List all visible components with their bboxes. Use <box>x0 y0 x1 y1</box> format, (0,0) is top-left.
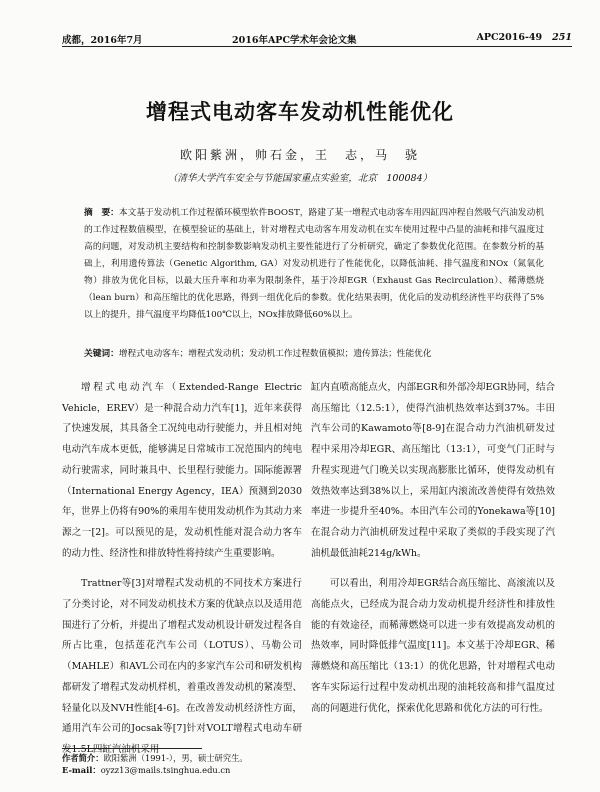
footnote <box>62 752 248 776</box>
page-number: 251 <box>552 32 572 43</box>
abstract <box>84 205 544 324</box>
header-paper-code <box>476 32 572 43</box>
author-bio <box>62 752 248 764</box>
email-address: oyzz13@mails.tsinghua.edu.cn <box>100 765 231 775</box>
paragraph: Trattner等[3]对增程式发动机的不同技术方案进行了分类讨论，对不同发动机技术方案的优缺点以及适用范围进行了分析，并提出了增程式发动机设计研发过程各自所占比重，包括莲花汽车公司（LOTUS）、马勒公司（MAHLE）和AVL公司在内的多家汽车公司和研发机构都研发了增程式发动机样机，着重改善发动机的紧凑型、轻量化以及NVH性能[4-6]。在改善发动机经济性方面，通用汽车公司的Jocsak等[7]针对VOLT增程式电动车研发1.5L四缸汽油机采用 <box>62 578 302 755</box>
author-bio-text: 欧阳紫洲（1991-），男，硕士研究生。 <box>103 753 248 763</box>
paragraph: 可以看出，利用冷却EGR结合高压缩比、高滚流以及高能点火，已经成为混合动力发动机提升经济性和排放性能的有效途径，而稀薄燃烧可以进一步有效提高发动机的热效率，同时降低排气温度[11]。本文基于冷却EGR、稀薄燃烧和高压缩比（13:1）的优化思路，针对增程式电动客车实际运行过程中发动机出现的油耗较高和排气温度过高的问题进行优化，探索优化思路和优化方法的可行性。 <box>311 578 555 714</box>
header-location-date: 成都，2016年7月 <box>62 35 143 46</box>
keywords-label: 关键词： <box>84 349 119 359</box>
paper-title: 增程式电动客车发动机性能优化 <box>146 100 454 124</box>
body-column-right <box>311 378 555 719</box>
running-header <box>62 30 572 47</box>
footnote-divider <box>62 748 202 749</box>
abstract-label: 摘 要： <box>84 208 119 218</box>
author-list: 欧阳紫洲，帅石金，王 志，马 骁 <box>179 148 420 162</box>
keywords <box>84 347 544 362</box>
author-email <box>62 764 248 776</box>
affiliation: （清华大学汽车安全与节能国家重点实验室，北京 100084） <box>167 173 433 184</box>
abstract-text: 本文基于发动机工作过程循环模型软件BOOST，路建了某一增程式电动客车用四缸四冲程自然吸气汽油发动机的工作过程数值模型，在模型验证的基础上，针对增程式电动客车用发动机在实车使用过程中凸显的油耗和排气温度过高的问题，对发动机主要结构和控制参数影响发动机主要性能进行了分析研究，确定了参数优化范围。在参数分析的基础上，利用遗传算法（Genetic Algorithm, GA）对发动机进行了性能优化，以降低油耗、排气温度和NOx（氮氧化物）排放为优化目标，以最大压升率和功率为限制条件，基于冷却EGR（Exhaust Gas Recirculation）、稀薄燃烧（lean burn）和高压缩比的优化思路，得到一组优化后的参数。优化结果表明，优化后的发动机经济性平均获得了5%以上的提升，排气温度平均降低100℃以上，NOx排放降低60%以上。 <box>84 208 545 320</box>
email-label: E-mail： <box>62 765 101 775</box>
paragraph: 增程式电动汽车（Extended-Range Electric Vehicle，EREV）是一种混合动力汽车[1]，近年来获得了快速发展，其具备全工况纯电动行驶能力，并且相对纯电动汽车成本更低，能够满足日常城市工况范围内的纯电动行驶需求，同时兼具中、长里程行驶能力。国际能源署（International Energy Agency，IEA）预测到2030年，世界上仍将有90%的乘用车使用发动机作为其动力来源之一[2]。可以预见的是，发动机性能对混合动力客车的动力性、经济性和排放特性将持续产生重要影响。 <box>62 382 302 559</box>
author-bio-label: 作者简介： <box>62 753 104 763</box>
paragraph: 缸内直喷高能点火，内部EGR和外部冷却EGR协同，结合高压缩比（12.5:1），使得汽油机热效率达到37%。丰田汽车公司的Kawamoto等[8-9]在混合动力汽油机研发过程中采用冷却EGR、高压缩比（13:1），可变气门正时与升程实现进气门晚关以实现高膨胀比循环，使得发动机有效热效率达到38%以上，采用缸内滚流改善使得有效热效率进一步提升至40%。本田汽车公司的Yonekawa等[10]在混合动力汽油机研发过程中采取了类似的手段实现了汽油机最低油耗214g/kWh。 <box>311 382 555 559</box>
header-proceedings: 2016年APC学术年会论文集 <box>232 35 357 46</box>
keywords-text: 增程式电动客车；增程式发动机；发动机工作过程数值模拟；遗传算法；性能优化 <box>118 349 432 359</box>
paper-code: APC2016-49 <box>476 32 543 43</box>
body-column-left <box>62 378 302 761</box>
